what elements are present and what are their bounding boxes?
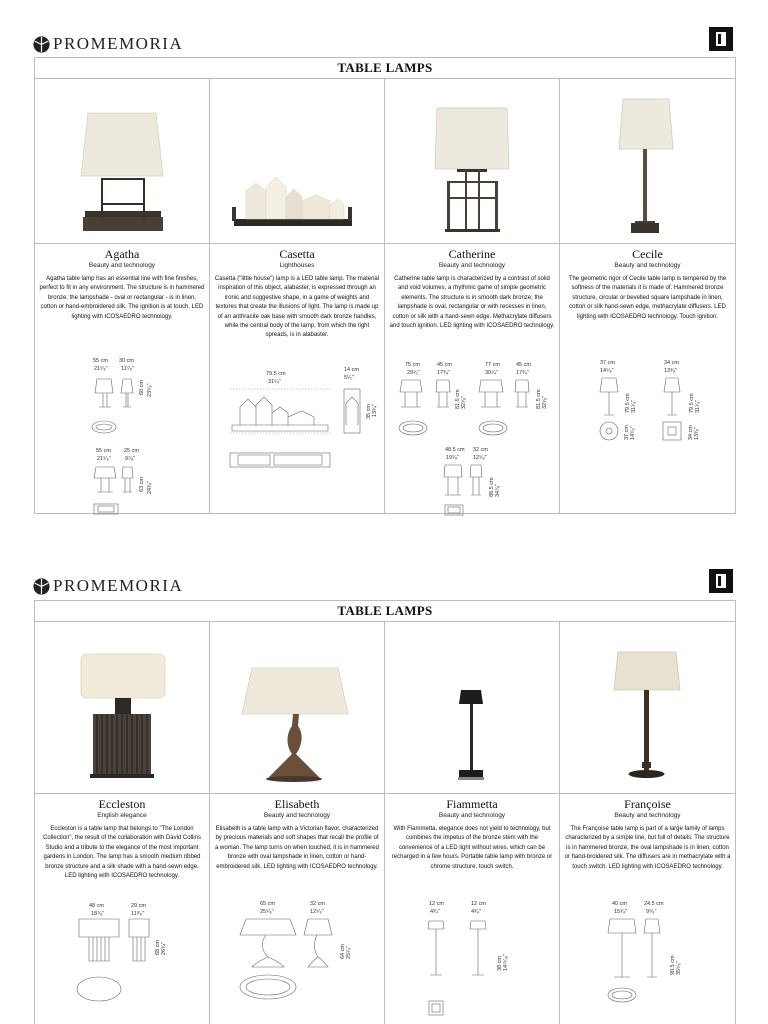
product-card-cecile xyxy=(560,79,735,513)
svg-text:12⁵⁄₈": 12⁵⁄₈" xyxy=(310,909,324,915)
svg-text:13³⁄₄": 13³⁄₄" xyxy=(372,403,378,417)
svg-text:24.5 cm: 24.5 cm xyxy=(644,901,664,907)
svg-text:29¹⁄₂": 29¹⁄₂" xyxy=(407,370,420,376)
svg-text:30 cm: 30 cm xyxy=(119,358,134,364)
svg-text:12⁵⁄₈": 12⁵⁄₈" xyxy=(473,455,487,461)
promemoria-logo-icon xyxy=(33,36,50,53)
product-name: Eccleston xyxy=(98,797,146,811)
svg-text:32 cm: 32 cm xyxy=(310,901,325,907)
product-description: Casetta ("little house") lamp is a LED table lamp. The material inspiration of this object, alabaster, is expressed through an ironic and suggestive shape, in a game of weights and textures that create the illusions of light. The lamp is made up of an anthracite oak base with smooth dark bronze handles, while the central body of the lamp, from which the light spreads, is in alabaster. xyxy=(214,276,380,339)
svg-text:45 cm: 45 cm xyxy=(437,362,452,368)
svg-text:45 cm: 45 cm xyxy=(516,362,531,368)
product-subtitle: Beauty and technology xyxy=(614,812,681,819)
product-subtitle: Beauty and technology xyxy=(438,812,506,819)
svg-text:37 cm: 37 cm xyxy=(624,425,630,440)
svg-text:48 cm: 48 cm xyxy=(89,903,104,909)
svg-text:29 cm: 29 cm xyxy=(131,903,146,909)
technical-drawing-eccleston xyxy=(35,899,210,1024)
product-card-fiammetta xyxy=(385,622,560,1024)
product-card-casetta xyxy=(210,79,385,513)
svg-text:60 cm: 60 cm xyxy=(139,380,145,395)
product-subtitle: English elegance xyxy=(97,812,147,819)
catalog-page-2 xyxy=(0,560,768,1024)
product-photo-casetta xyxy=(210,79,384,244)
product-sheet xyxy=(34,600,736,1024)
svg-text:34 cm: 34 cm xyxy=(688,425,694,440)
svg-text:40 cm: 40 cm xyxy=(612,901,627,907)
technical-drawing-francoise xyxy=(560,899,735,1024)
svg-text:19¹⁄₈": 19¹⁄₈" xyxy=(446,455,460,461)
svg-text:35 cm: 35 cm xyxy=(366,404,372,419)
technical-drawing-fiammetta xyxy=(385,899,560,1024)
svg-text:14⁵⁄₈": 14⁵⁄₈" xyxy=(630,426,636,440)
svg-text:25 cm: 25 cm xyxy=(124,448,139,454)
brand-name: PROMEMORIA xyxy=(53,34,184,53)
svg-text:31¹⁄₄": 31¹⁄₄" xyxy=(631,399,637,413)
svg-text:21⁵⁄₈": 21⁵⁄₈" xyxy=(94,366,108,372)
svg-text:4³⁄₄": 4³⁄₄" xyxy=(430,909,441,915)
svg-text:9⁵⁄₈": 9⁵⁄₈" xyxy=(646,909,657,915)
svg-text:79.5 cm: 79.5 cm xyxy=(689,393,695,413)
product-photo-eccleston xyxy=(35,622,209,794)
svg-text:21⁵⁄₈": 21⁵⁄₈" xyxy=(97,456,111,462)
svg-text:32¹⁄₈": 32¹⁄₈" xyxy=(542,395,548,409)
svg-text:64 cm: 64 cm xyxy=(340,944,346,959)
svg-text:26³⁄₄": 26³⁄₄" xyxy=(161,941,167,955)
svg-text:68 cm: 68 cm xyxy=(155,940,161,955)
product-subtitle: Beauty and technology xyxy=(263,812,331,819)
product-description: Agatha table lamp has an essential line with fine finishes, perfect to fit in any environment. The structure is in hammered bronze; the lampshade - oval or rectangular - is in linen, cotton or hand-embroidered silk. The ignition is at touch. LED lighting with ICOSAEDRO technology. xyxy=(39,276,205,320)
svg-text:38 cm: 38 cm xyxy=(497,956,503,971)
sheet-title: TABLE LAMPS xyxy=(35,601,735,622)
promemoria-logo-icon xyxy=(33,578,50,595)
product-card-francoise xyxy=(560,622,735,1024)
product-description: The geometric rigor of Cecile table lamp is tempered by the softness of the materials it is made of. Hammered bronze structure, circular or bevelled square lampshade in linen, cotton or silk hand-sewn edge, methacrylate diffusers. LED lighting with ICOSAEDRO technology. Touch ignition. xyxy=(568,276,727,320)
svg-text:11⁷⁄₈": 11⁷⁄₈" xyxy=(121,366,134,372)
svg-text:14 cm: 14 cm xyxy=(344,367,359,373)
technical-drawing-elisabeth xyxy=(210,899,385,1024)
product-name: Agatha xyxy=(104,247,140,261)
svg-text:18⁷⁄₈": 18⁷⁄₈" xyxy=(91,911,105,917)
page-badge-icon xyxy=(709,569,733,593)
svg-text:25¹⁄₄": 25¹⁄₄" xyxy=(346,945,352,959)
product-description: Catherine table lamp is characterized by a contrast of solid and void volumes, a rhythmic game of simple geometric elements. The structure is in smooth dark bronze; the lampshade is oval, rectangular or with recesses in linen, cotton or silk with a hand-sewn edge. Methacrylate diffusers and touch ignition. LED lighting with ICOSAEDRO technology. xyxy=(389,276,555,330)
product-name: Cecile xyxy=(632,247,663,261)
svg-text:34 cm: 34 cm xyxy=(664,360,679,366)
svg-text:14⁵⁄₈": 14⁵⁄₈" xyxy=(600,368,614,374)
product-subtitle: Beauty and technology xyxy=(438,262,506,269)
svg-text:81.5 cm: 81.5 cm xyxy=(536,389,542,409)
svg-text:88.5 cm: 88.5 cm xyxy=(489,477,495,497)
svg-text:5¹⁄₂": 5¹⁄₂" xyxy=(344,375,354,381)
brand-header xyxy=(33,33,183,55)
svg-text:75 cm: 75 cm xyxy=(405,362,420,368)
product-description: Elisabeth is a table lamp with a Victorian flavor, characterized by precious materials and soft shapes that recall the profile of a woman. The lamp turns on when touched, it is in hammered bronze with oval lampshade in linen, cotton or hand-embroidered silk. LED lighting with ICOSAEDRO technology. xyxy=(215,826,379,870)
svg-text:79.5 cm: 79.5 cm xyxy=(266,371,286,377)
svg-text:9⁷⁄₈": 9⁷⁄₈" xyxy=(125,456,136,462)
svg-text:63 cm: 63 cm xyxy=(139,477,145,492)
svg-text:17³⁄₄": 17³⁄₄" xyxy=(516,370,530,376)
svg-text:12 cm: 12 cm xyxy=(429,901,444,907)
product-name: Elisabeth xyxy=(274,797,320,811)
svg-text:55 cm: 55 cm xyxy=(93,358,108,364)
svg-text:17³⁄₄": 17³⁄₄" xyxy=(437,370,451,376)
product-sheet xyxy=(34,57,736,514)
product-description: The Françoise table lamp is part of a large family of lamps characterized by a simple line, but full of details. The structure is in hammered bronze, the oval lampshade is in linen, cotton or hand-broidered silk. The diffusers are in methacrylate with a touch switch. LED lighting with ICOSAEDRO technology. xyxy=(564,826,731,870)
brand-name: PROMEMORIA xyxy=(53,576,184,595)
product-description: Eccleston is a table lamp that belongs to "The London Collection", the result of the collaboration with David Collins Studio and a tribute to the elegance of the most important gardens in London. The lamp has a smooth medium ribbed bronze structure and a silk shade with a hand-sewn edge. LED lighting with ICOSAEDRO technology. xyxy=(43,826,201,880)
technical-drawing-catherine xyxy=(385,347,560,522)
svg-text:31¹⁄₄": 31¹⁄₄" xyxy=(695,399,701,413)
product-subtitle: Beauty and technology xyxy=(88,262,156,269)
product-photo-fiammetta xyxy=(385,622,559,794)
product-subtitle: Beauty and technology xyxy=(614,262,681,269)
svg-text:32 cm: 32 cm xyxy=(473,447,488,453)
product-card-elisabeth xyxy=(210,622,385,1024)
svg-text:13³⁄₈": 13³⁄₈" xyxy=(694,426,700,440)
product-description: With Fiammetta, elegance does not yield to technology, but combines the impetus of the bronze stem with the convenience of a LED light without wires, which can be recharged in a few hours. Portable table lamp with bronze or chrome structure, touch switch. xyxy=(391,826,553,870)
svg-text:4³⁄₄": 4³⁄₄" xyxy=(471,909,482,915)
svg-text:77 cm: 77 cm xyxy=(485,362,500,368)
svg-text:25⁵⁄₈": 25⁵⁄₈" xyxy=(260,909,274,915)
product-card-eccleston xyxy=(35,622,210,1024)
technical-drawing-agatha xyxy=(35,347,210,517)
svg-text:30¹⁄₄": 30¹⁄₄" xyxy=(485,370,499,376)
product-name: Françoise xyxy=(624,797,671,811)
product-photo-agatha xyxy=(35,79,209,244)
product-card-agatha xyxy=(35,79,210,513)
product-photo-francoise xyxy=(560,622,735,794)
svg-text:23⁵⁄₈": 23⁵⁄₈" xyxy=(147,383,153,397)
svg-text:15³⁄₄": 15³⁄₄" xyxy=(614,909,628,915)
product-photo-elisabeth xyxy=(210,622,384,794)
svg-text:90.5 cm: 90.5 cm xyxy=(670,955,676,975)
svg-text:24³⁄₄": 24³⁄₄" xyxy=(147,480,153,494)
svg-text:11³⁄₈": 11³⁄₈" xyxy=(131,911,144,917)
svg-text:35⁵⁄₈": 35⁵⁄₈" xyxy=(676,961,682,975)
svg-text:34⁷⁄₈": 34⁷⁄₈" xyxy=(495,483,501,497)
svg-text:37 cm: 37 cm xyxy=(600,360,615,366)
svg-text:48.5 cm: 48.5 cm xyxy=(445,447,465,453)
product-name: Casetta xyxy=(279,247,315,261)
product-name: Catherine xyxy=(448,247,496,261)
product-photo-cecile xyxy=(560,79,735,244)
svg-text:13³⁄₈": 13³⁄₈" xyxy=(664,368,678,374)
svg-text:32¹⁄₈": 32¹⁄₈" xyxy=(461,395,467,409)
page-badge-icon xyxy=(709,27,733,51)
svg-text:31¹⁄₄": 31¹⁄₄" xyxy=(268,379,282,385)
svg-text:55 cm: 55 cm xyxy=(96,448,111,454)
svg-text:79.5 cm: 79.5 cm xyxy=(625,393,631,413)
sheet-title: TABLE LAMPS xyxy=(35,58,735,79)
brand-header xyxy=(33,575,183,597)
svg-text:14¹⁵⁄₁₆": 14¹⁵⁄₁₆" xyxy=(503,953,509,971)
svg-text:65 cm: 65 cm xyxy=(260,901,275,907)
product-card-catherine xyxy=(385,79,560,513)
technical-drawing-cecile xyxy=(560,347,735,517)
product-subtitle: Lighthouses xyxy=(279,262,315,269)
svg-text:81.5 cm: 81.5 cm xyxy=(455,389,461,409)
product-name: Fiammetta xyxy=(446,797,498,811)
product-photo-catherine xyxy=(385,79,559,244)
technical-drawing-casetta xyxy=(210,347,385,517)
svg-text:12 cm: 12 cm xyxy=(471,901,486,907)
